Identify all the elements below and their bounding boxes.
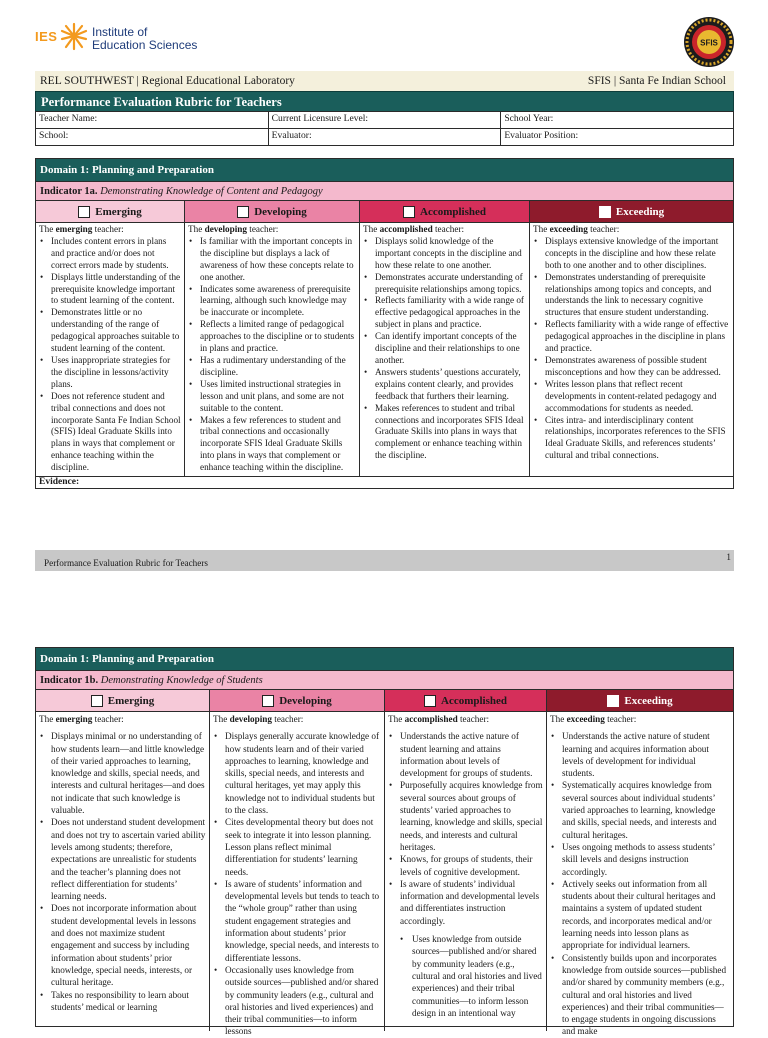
descriptor-lead: The exceeding teacher: <box>550 714 637 724</box>
emerging-descriptors <box>36 712 210 1031</box>
school-year-field[interactable]: School Year: <box>501 112 734 129</box>
banner-left-text: REL SOUTHWEST | Regional Educational Laboratory <box>40 75 295 87</box>
descriptor-item: • Can identify important concepts of the discipline and their relationships to one another. <box>363 331 526 367</box>
descriptor-lead: The exceeding teacher: <box>533 224 620 234</box>
descriptor-item: • Includes content errors in plans and practice and/or does not correct errors made by students. <box>39 236 181 272</box>
descriptor-item: • Displays extensive knowledge of the important concepts in the discipline and how these relate both to one another and to other disciplines. <box>533 236 730 272</box>
ies-organization-name <box>92 26 197 52</box>
descriptor-item: • Demonstrates awareness of possible student misconceptions and how they can be addressed. <box>533 355 730 379</box>
descriptor-item: • Does not incorporate information about student developmental levels in lessons and does not maximize student engagement and success by including information about students’ prior knowledge, special needs, interests, or cultural heritage. <box>39 902 206 988</box>
footer-text: Performance Evaluation Rubric for Teachers <box>44 558 208 568</box>
organization-banner <box>35 71 734 91</box>
descriptor-item: • Does not reference student and tribal connections and does not incorporate Santa Fe Indian School (SFIS) Ideal Graduate Skills into plans in ways that complement or enhance teaching within the discipline. <box>39 391 181 474</box>
descriptor-list <box>39 236 181 474</box>
descriptor-item: • Demonstrates understanding of prerequisite relationships among topics and concepts, and understands the link to necessary cognitive structures that ensure student understanding. <box>533 272 730 320</box>
page-number: 1 <box>726 552 731 562</box>
level-label: Emerging <box>107 694 155 707</box>
descriptor-lead: The emerging teacher: <box>39 714 124 724</box>
descriptor-item: • Reflects familiarity with a wide range of effective pedagogical approaches in the discipline in plans and practice. <box>533 319 730 355</box>
emerging-checkbox[interactable] <box>78 206 90 218</box>
emerging-descriptors <box>36 223 185 476</box>
rating-levels-row <box>36 690 733 711</box>
descriptor-item: • Demonstrates little or no understanding of the range of pedagogical approaches suitable to student learning of the content. <box>39 307 181 355</box>
descriptor-lead: The developing teacher: <box>213 714 304 724</box>
exceeding-descriptors <box>530 223 733 476</box>
descriptor-item: • Uses inappropriate strategies for the discipline in lessons/activity plans. <box>39 355 181 391</box>
descriptor-list <box>533 236 730 462</box>
descriptor-list <box>188 236 356 474</box>
descriptor-item: • Writes lesson plans that reflect recent developments in content-related pedagogy and accommodations for students as needed. <box>533 379 730 415</box>
accomplished-checkbox[interactable] <box>424 695 436 707</box>
descriptor-item: • Cites developmental theory but does not seek to integrate it into lesson planning. Lesson plans reflect minimal differentiation for students’ learning needs. <box>213 816 381 877</box>
exceeding-checkbox[interactable] <box>599 206 611 218</box>
ies-abbrev: IES <box>35 29 58 44</box>
level-label: Emerging <box>95 205 142 218</box>
developing-checkbox[interactable] <box>262 695 274 707</box>
level-label: Developing <box>279 694 332 707</box>
level-exceeding-header <box>547 690 733 711</box>
level-emerging-header <box>36 690 210 711</box>
descriptor-item: • Displays little understanding of the prerequisite knowledge important to student learning of the content. <box>39 272 181 308</box>
domain-heading: Domain 1: Planning and Preparation <box>36 648 733 670</box>
evaluator-field[interactable]: Evaluator: <box>268 129 501 146</box>
descriptor-item: • Answers students’ questions accurately, explains content clearly, and provides feedback that furthers their learning. <box>363 367 526 403</box>
descriptor-item: • Reflects familiarity with a wide range of effective pedagogical approaches in the subject in plans and practice. <box>363 295 526 331</box>
school-field[interactable]: School: <box>36 129 269 146</box>
sfis-seal-logo <box>683 16 735 68</box>
descriptor-list <box>363 236 526 462</box>
ies-sunburst-icon <box>60 22 88 50</box>
level-developing-header <box>185 201 360 222</box>
emerging-checkbox[interactable] <box>91 695 103 707</box>
descriptor-item: • Systematically acquires knowledge from several sources about individual students’ varied approaches to learning, knowledge and skills, special needs, and interests and cultural heritages. <box>550 779 730 840</box>
indicator-title: Demonstrating Knowledge of Students <box>100 675 263 686</box>
evidence-field[interactable]: Evidence: <box>36 476 733 488</box>
descriptor-list <box>550 730 730 1037</box>
accomplished-descriptors <box>360 223 530 476</box>
descriptor-item: • Consistently builds upon and incorporates knowledge from outside sources—published and/or shared by community members (e.g., cultural and oral histories and lived experiences) and their tribal communities—to engage students in ongoing discussions and make <box>550 952 730 1038</box>
descriptor-item: • Reflects a limited range of pedagogical approaches to the discipline or to students in plans and practice. <box>188 319 356 355</box>
descriptor-item: • Is familiar with the important concepts in the discipline but displays a lack of awareness of how these concepts relate to one another. <box>188 236 356 284</box>
descriptor-item: • Displays solid knowledge of the important concepts in the discipline and how these relate to one another. <box>363 236 526 272</box>
descriptor-list <box>39 730 206 1013</box>
descriptor-item: • Is aware of students’ individual information and developmental levels and differentiates instruction accordingly. <box>388 878 543 927</box>
descriptor-row <box>36 222 733 476</box>
indicator-heading <box>36 670 733 690</box>
descriptor-item: • Understands the active nature of student learning and attains information about levels of development for groups of students. <box>388 730 543 779</box>
descriptor-item: • Takes no responsibility to learn about students’ medical or learning <box>39 989 206 1014</box>
descriptor-lead: The accomplished teacher: <box>388 714 490 724</box>
indicator-title: Demonstrating Knowledge of Content and Pedagogy <box>100 186 323 197</box>
descriptor-item: • Displays generally accurate knowledge of how students learn and of their varied approaches to learning, knowledge and skills, special needs, and interests and cultural heritages, yet may apply this knowledge not to individual students but to the class. <box>213 730 381 816</box>
exceeding-checkbox[interactable] <box>607 695 619 707</box>
descriptor-item: • Demonstrates accurate understanding of prerequisite relationships among topics. <box>363 272 526 296</box>
level-accomplished-header <box>385 690 547 711</box>
rubric-indicator-1a <box>35 158 734 489</box>
descriptor-item: • Indicates some awareness of prerequisite learning, although such knowledge may be inaccurate or incomplete. <box>188 284 356 320</box>
descriptor-item: • Does not understand student development and does not try to ascertain varied ability levels among students; therefore, expectations are unrealistic for students and the teacher’s planning does not reflect differentiation for students’ learning needs. <box>39 816 206 902</box>
rating-levels-row <box>36 201 733 222</box>
ies-name-line2: Education Sciences <box>92 38 198 52</box>
descriptor-item: • Displays minimal or no understanding of how students learn—and little knowledge of their varied approaches to learning, knowledge and skills, special needs, and interests and cultural heritages—and does not indicate that such knowledge is valuable. <box>39 730 206 816</box>
descriptor-item: • Occasionally uses knowledge from outside sources—published and/or shared by community leaders (e.g., cultural and oral histories and lived experiences) and their tribal communities—to inform lessons <box>213 964 381 1038</box>
indicator-heading <box>36 181 733 201</box>
descriptor-item: • Purposefully acquires knowledge from several sources about groups of students’ varied approaches to learning, knowledge and skills, special needs, and interests and cultural heritages. <box>388 779 543 853</box>
indicator-label: Indicator 1a. <box>40 186 98 197</box>
descriptor-row <box>36 711 733 1037</box>
teacher-info-table <box>35 111 734 146</box>
descriptor-subitem: • Uses knowledge from outside sources—published and/or shared by community leaders (e.g., cultural and oral histories and lived experiences) and their tribal communities—to inform lesson design in an intentional way <box>388 933 543 1019</box>
descriptor-item: • Makes a few references to student and tribal connections and occasionally incorporate SFIS Ideal Graduate Skills into plans in ways that complement or enhance teaching within the discipline. <box>188 415 356 475</box>
descriptor-item: • Understands the active nature of student learning and acquires information about levels of development for individual students. <box>550 730 730 779</box>
exceeding-descriptors <box>547 712 733 1037</box>
level-label: Exceeding <box>624 694 673 707</box>
descriptor-list <box>388 730 543 927</box>
level-developing-header <box>210 690 385 711</box>
descriptor-lead: The developing teacher: <box>188 224 279 234</box>
descriptor-list <box>213 730 381 1037</box>
descriptor-item: • Uses limited instructional strategies in lesson and unit plans, and some are not suitable to the content. <box>188 379 356 415</box>
teacher-name-field[interactable]: Teacher Name: <box>36 112 269 129</box>
descriptor-lead: The accomplished teacher: <box>363 224 465 234</box>
evaluator-position-field[interactable]: Evaluator Position: <box>501 129 734 146</box>
descriptor-sublist <box>388 933 543 1019</box>
level-label: Accomplished <box>420 205 486 218</box>
descriptor-item: • Knows, for groups of students, their levels of cognitive development. <box>388 853 543 878</box>
document-title: Performance Evaluation Rubric for Teachers <box>35 91 734 112</box>
page-footer <box>35 550 734 571</box>
descriptor-lead: The emerging teacher: <box>39 224 124 234</box>
rubric-indicator-1b <box>35 647 734 1037</box>
level-label: Accomplished <box>441 694 507 707</box>
descriptor-item: • Actively seeks out information from all students about their cultural heritages and maintains a system of updated student records, and incorporates medical and/or learning needs into lesson plans as appropriate for individual learners. <box>550 878 730 952</box>
domain-heading: Domain 1: Planning and Preparation <box>36 159 733 181</box>
descriptor-item: • Makes references to student and tribal connections and incorporates SFIS Ideal Graduate Skills into plans in ways that complement or enhance teaching within the discipline. <box>363 403 526 463</box>
level-label: Exceeding <box>615 205 665 218</box>
descriptor-item: • Uses ongoing methods to assess students’ skill levels and designs instruction accordingly. <box>550 841 730 878</box>
level-exceeding-header <box>530 201 733 222</box>
developing-descriptors <box>210 712 385 1037</box>
page-header <box>0 0 768 72</box>
banner-right-text: SFIS | Santa Fe Indian School <box>587 75 726 87</box>
level-accomplished-header <box>360 201 530 222</box>
developing-checkbox[interactable] <box>237 206 249 218</box>
seal-text: SFIS <box>700 38 718 48</box>
descriptor-item: • Is aware of students’ information and developmental levels but tends to teach to the “whole group” rather than using student engagement strategies and information about students’ prior knowledge, special needs, and interests to differentiate lessons. <box>213 878 381 964</box>
developing-descriptors <box>185 223 360 476</box>
level-emerging-header <box>36 201 185 222</box>
descriptor-item: • Cites intra- and interdisciplinary content relationships, incorporates references to the SFIS Ideal Graduate Skills, and references students’ cultural and tribal connections. <box>533 415 730 463</box>
descriptor-item: • Has a rudimentary understanding of the discipline. <box>188 355 356 379</box>
level-label: Developing <box>254 205 307 218</box>
ies-name-line1: Institute of <box>92 25 148 39</box>
accomplished-checkbox[interactable] <box>403 206 415 218</box>
accomplished-descriptors <box>385 712 547 1031</box>
licensure-level-field[interactable]: Current Licensure Level: <box>268 112 501 129</box>
indicator-label: Indicator 1b. <box>40 675 99 686</box>
